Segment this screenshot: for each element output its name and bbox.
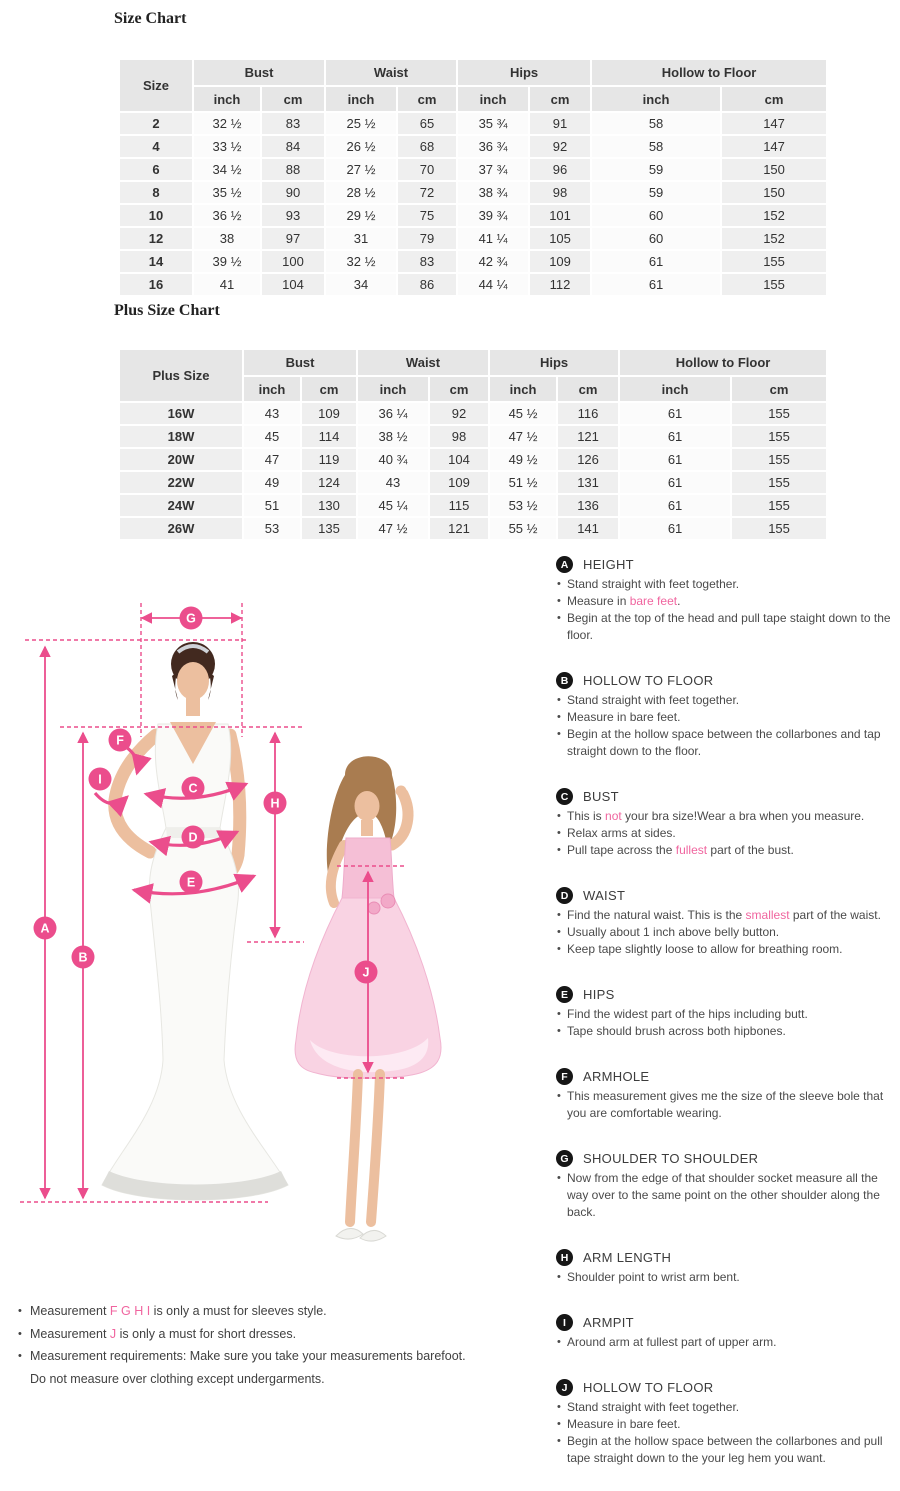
cell: 35 ½ — [194, 182, 260, 203]
table-row — [120, 472, 826, 493]
highlighted-text: not — [605, 809, 622, 823]
cell: 155 — [732, 472, 826, 493]
cell: 18W — [120, 426, 242, 447]
cell: 86 — [398, 274, 456, 295]
cell: 47 ½ — [490, 426, 556, 447]
cell: 45 ¼ — [358, 495, 428, 516]
cell: 24W — [120, 495, 242, 516]
bullet-item — [556, 842, 896, 859]
table-row — [120, 159, 826, 180]
highlighted-text: smallest — [745, 908, 790, 922]
table-row — [120, 113, 826, 134]
badge-I — [89, 768, 112, 791]
cell: 49 ½ — [490, 449, 556, 470]
bullet-item — [556, 709, 896, 726]
section-header — [556, 672, 896, 689]
bullet-item — [556, 1006, 896, 1023]
badge-H — [264, 792, 287, 815]
text: Keep tape slightly loose to allow for breathing room. — [567, 942, 843, 956]
group-header: Hips — [458, 60, 590, 85]
cell: 121 — [558, 426, 618, 447]
cell: 72 — [398, 182, 456, 203]
section-title: ARMPIT — [583, 1315, 634, 1330]
group-header: Hollow to Floor — [620, 350, 826, 375]
section-header — [556, 986, 896, 1003]
cell: 29 ½ — [326, 205, 396, 226]
cell: 147 — [722, 113, 826, 134]
first-col-header: Size — [120, 60, 192, 111]
cell: 155 — [732, 449, 826, 470]
text: Tape should brush across both hipbones. — [567, 1024, 786, 1038]
cell: 20W — [120, 449, 242, 470]
bullet-item — [556, 726, 896, 760]
measurement-diagram — [0, 552, 555, 1292]
cell: 61 — [620, 403, 730, 424]
measure-section-a — [556, 556, 896, 644]
cell: 45 ½ — [490, 403, 556, 424]
cell: 41 — [194, 274, 260, 295]
section-header — [556, 1068, 896, 1085]
text: Pull tape across the — [567, 843, 676, 857]
text: Find the widest part of the hips including butt. — [567, 1007, 808, 1021]
cell: 90 — [262, 182, 324, 203]
measure-section-i — [556, 1314, 896, 1351]
cell: 155 — [722, 274, 826, 295]
size-chart-title: Size Chart — [114, 10, 187, 27]
cell: 53 ½ — [490, 495, 556, 516]
text: Now from the edge of that shoulder socket measure all the way over to the same point on the other shoulder along the back. — [567, 1171, 880, 1219]
text: Measure in — [567, 594, 630, 608]
cell: 60 — [592, 205, 720, 226]
bullet-item — [556, 593, 896, 610]
cell: 70 — [398, 159, 456, 180]
section-header — [556, 788, 896, 805]
cell: 104 — [262, 274, 324, 295]
text: your bra size!Wear a bra when you measure. — [621, 809, 865, 823]
highlighted-text: fullest — [675, 843, 708, 857]
svg-text:E: E — [186, 875, 196, 890]
measure-section-e — [556, 986, 896, 1040]
unit-header: inch — [326, 87, 396, 111]
svg-text:D: D — [188, 830, 198, 845]
section-title: SHOULDER TO SHOULDER — [583, 1151, 759, 1166]
text: Measurement requirements: Make sure you take your measurements barefoot. — [30, 1349, 466, 1363]
wedding-dress-model-illustration — [102, 642, 288, 1200]
cell: 41 ¼ — [458, 228, 528, 249]
badge-C — [182, 777, 205, 800]
unit-header: inch — [244, 377, 300, 401]
group-header: Waist — [326, 60, 456, 85]
letter-badge: F — [556, 1068, 573, 1085]
group-header: Bust — [244, 350, 356, 375]
cell: 2 — [120, 113, 192, 134]
badge-G — [180, 607, 203, 630]
measure-section-f — [556, 1068, 896, 1122]
letter-badge: H — [556, 1249, 573, 1266]
cell: 83 — [262, 113, 324, 134]
cell: 16W — [120, 403, 242, 424]
unit-header: cm — [722, 87, 826, 111]
note-line — [14, 1323, 514, 1346]
cell: 155 — [732, 426, 826, 447]
text: Begin at the hollow space between the collarbones and pull tape straight down to the your leg hem you want. — [567, 1434, 883, 1465]
unit-header: cm — [430, 377, 488, 401]
group-header: Hollow to Floor — [592, 60, 826, 85]
letter-badge: C — [556, 788, 573, 805]
text: part of the bust. — [707, 843, 794, 857]
unit-header: inch — [490, 377, 556, 401]
cell: 135 — [302, 518, 356, 539]
cell: 10 — [120, 205, 192, 226]
badge-A — [34, 917, 57, 940]
table-row — [120, 182, 826, 203]
cell: 147 — [722, 136, 826, 157]
svg-text:B: B — [78, 950, 88, 965]
cell: 26 ½ — [326, 136, 396, 157]
cell: 14 — [120, 251, 192, 272]
measure-section-c — [556, 788, 896, 859]
cell: 6 — [120, 159, 192, 180]
cell: 61 — [620, 518, 730, 539]
section-title: ARM LENGTH — [583, 1250, 672, 1265]
unit-header: inch — [592, 87, 720, 111]
measuring-guide — [556, 556, 896, 1491]
section-title: HOLLOW TO FLOOR — [583, 673, 714, 688]
measurement-notes — [14, 1300, 514, 1390]
highlighted-text: F G H I — [109, 1304, 151, 1318]
bullet-item — [556, 692, 896, 709]
cell: 126 — [558, 449, 618, 470]
cell: 68 — [398, 136, 456, 157]
section-header — [556, 1379, 896, 1396]
section-title: HOLLOW TO FLOOR — [583, 1380, 714, 1395]
cell: 155 — [722, 251, 826, 272]
badge-F — [109, 729, 132, 752]
bullet-item — [556, 907, 896, 924]
cell: 49 — [244, 472, 300, 493]
bullet-item — [556, 1433, 896, 1467]
text: Around arm at fullest part of upper arm. — [567, 1335, 777, 1349]
cell: 40 ¾ — [358, 449, 428, 470]
letter-badge: A — [556, 556, 573, 573]
measure-section-d — [556, 887, 896, 958]
section-title: HIPS — [583, 987, 615, 1002]
cell: 155 — [732, 518, 826, 539]
unit-header: cm — [262, 87, 324, 111]
bullet-item — [556, 808, 896, 825]
cell: 8 — [120, 182, 192, 203]
cell: 155 — [732, 495, 826, 516]
cell: 60 — [592, 228, 720, 249]
cell: 38 — [194, 228, 260, 249]
plus-size-chart-title: Plus Size Chart — [114, 302, 220, 319]
bullet-item — [556, 1170, 896, 1221]
bullet-item — [556, 1088, 896, 1122]
cell: 44 ¼ — [458, 274, 528, 295]
table-row — [120, 228, 826, 249]
table-row — [120, 449, 826, 470]
section-header — [556, 1249, 896, 1266]
cell: 39 ½ — [194, 251, 260, 272]
cell: 96 — [530, 159, 590, 180]
cell: 32 ½ — [194, 113, 260, 134]
table-row — [120, 251, 826, 272]
cell: 121 — [430, 518, 488, 539]
unit-header: inch — [458, 87, 528, 111]
cell: 35 ¾ — [458, 113, 528, 134]
svg-text:F: F — [116, 733, 124, 748]
group-header: Bust — [194, 60, 324, 85]
cell: 116 — [558, 403, 618, 424]
cell: 38 ¾ — [458, 182, 528, 203]
text: Measure in bare feet. — [567, 1417, 681, 1431]
cell: 61 — [620, 426, 730, 447]
text: Usually about 1 inch above belly button. — [567, 925, 780, 939]
cell: 65 — [398, 113, 456, 134]
cell: 34 ½ — [194, 159, 260, 180]
bullet-item — [556, 1399, 896, 1416]
cell: 109 — [302, 403, 356, 424]
measure-section-b — [556, 672, 896, 760]
bullet-item — [556, 825, 896, 842]
cell: 83 — [398, 251, 456, 272]
cell: 25 ½ — [326, 113, 396, 134]
table-row — [120, 518, 826, 539]
cell: 155 — [732, 403, 826, 424]
cell: 22W — [120, 472, 242, 493]
text: Begin at the hollow space between the collarbones and tap straight down to the floor. — [567, 727, 881, 758]
section-header — [556, 1314, 896, 1331]
bullet-item — [556, 1023, 896, 1040]
cell: 34 — [326, 274, 396, 295]
cell: 88 — [262, 159, 324, 180]
bullet-item — [556, 924, 896, 941]
cell: 39 ¾ — [458, 205, 528, 226]
cell: 61 — [620, 495, 730, 516]
section-header — [556, 887, 896, 904]
text: is only a must for short dresses. — [116, 1326, 297, 1341]
cell: 79 — [398, 228, 456, 249]
cell: 37 ¾ — [458, 159, 528, 180]
cell: 36 ¼ — [358, 403, 428, 424]
cell: 43 — [358, 472, 428, 493]
group-header: Waist — [358, 350, 488, 375]
bullet-item — [556, 610, 896, 644]
svg-text:H: H — [270, 796, 280, 811]
cell: 98 — [530, 182, 590, 203]
cell: 92 — [530, 136, 590, 157]
group-header: Hips — [490, 350, 618, 375]
highlighted-text: bare feet — [629, 594, 678, 608]
letter-badge: D — [556, 887, 573, 904]
text: Stand straight with feet together. — [567, 577, 740, 591]
cell: 130 — [302, 495, 356, 516]
unit-header: cm — [558, 377, 618, 401]
letter-badge: B — [556, 672, 573, 689]
table-row — [120, 274, 826, 295]
cell: 61 — [620, 449, 730, 470]
cell: 61 — [620, 472, 730, 493]
letter-badge: E — [556, 986, 573, 1003]
cell: 124 — [302, 472, 356, 493]
text: Stand straight with feet together. — [567, 693, 740, 707]
unit-header: inch — [358, 377, 428, 401]
cell: 27 ½ — [326, 159, 396, 180]
plus-size-chart-table — [118, 348, 828, 541]
cell: 131 — [558, 472, 618, 493]
text: Stand straight with feet together. — [567, 1400, 740, 1414]
measure-section-j — [556, 1379, 896, 1467]
cell: 47 ½ — [358, 518, 428, 539]
cell: 58 — [592, 136, 720, 157]
section-title: WAIST — [583, 888, 626, 903]
unit-header: cm — [302, 377, 356, 401]
svg-text:A: A — [40, 921, 50, 936]
bullet-item — [556, 1334, 896, 1351]
letter-badge: I — [556, 1314, 573, 1331]
cell: 31 — [326, 228, 396, 249]
cell: 93 — [262, 205, 324, 226]
text: Begin at the top of the head and pull tape staight down to the floor. — [567, 611, 891, 642]
cell: 100 — [262, 251, 324, 272]
cell: 75 — [398, 205, 456, 226]
cell: 61 — [592, 251, 720, 272]
svg-text:I: I — [98, 772, 102, 787]
letter-badge: J — [556, 1379, 573, 1396]
text: This measurement gives me the size of the sleeve bole that you are comfortable wearing. — [567, 1089, 884, 1120]
cell: 58 — [592, 113, 720, 134]
section-header — [556, 556, 896, 573]
cell: 152 — [722, 205, 826, 226]
badge-E — [180, 871, 203, 894]
cell: 36 ½ — [194, 205, 260, 226]
cell: 43 — [244, 403, 300, 424]
text: Relax arms at sides. — [567, 826, 676, 840]
cell: 136 — [558, 495, 618, 516]
badge-B — [72, 946, 95, 969]
cell: 16 — [120, 274, 192, 295]
section-title: HEIGHT — [583, 557, 634, 572]
measure-section-g — [556, 1150, 896, 1221]
cell: 59 — [592, 182, 720, 203]
cell: 47 — [244, 449, 300, 470]
unit-header: cm — [398, 87, 456, 111]
cell: 97 — [262, 228, 324, 249]
cell: 101 — [530, 205, 590, 226]
text: Find the natural waist. This is the — [567, 908, 746, 922]
measure-section-h — [556, 1249, 896, 1286]
cell: 26W — [120, 518, 242, 539]
section-title: ARMHOLE — [583, 1069, 650, 1084]
text: Shoulder point to wrist arm bent. — [567, 1270, 740, 1284]
cell: 141 — [558, 518, 618, 539]
cell: 36 ¾ — [458, 136, 528, 157]
first-col-header: Plus Size — [120, 350, 242, 401]
text: is only a must for sleeves style. — [150, 1304, 327, 1318]
bullet-item — [556, 576, 896, 593]
size-chart-table — [118, 58, 828, 297]
cell: 61 — [592, 274, 720, 295]
cell: 119 — [302, 449, 356, 470]
svg-text:J: J — [362, 965, 370, 980]
bullet-item — [556, 1416, 896, 1433]
text: Measure in bare feet. — [567, 710, 681, 724]
cell: 114 — [302, 426, 356, 447]
cell: 42 ¾ — [458, 251, 528, 272]
cell: 104 — [430, 449, 488, 470]
cell: 105 — [530, 228, 590, 249]
cell: 109 — [430, 472, 488, 493]
letter-badge: G — [556, 1150, 573, 1167]
badge-J — [355, 961, 378, 984]
table-row — [120, 495, 826, 516]
text: Do not measure over clothing except undergarments. — [30, 1371, 325, 1386]
svg-text:G: G — [186, 611, 196, 626]
cell: 150 — [722, 182, 826, 203]
cell: 51 ½ — [490, 472, 556, 493]
section-header — [556, 1150, 896, 1167]
cell: 45 — [244, 426, 300, 447]
highlighted-text: J — [109, 1326, 117, 1341]
text: . — [677, 594, 681, 608]
bullet-item — [556, 1269, 896, 1286]
cell: 98 — [430, 426, 488, 447]
unit-header: inch — [194, 87, 260, 111]
cell: 112 — [530, 274, 590, 295]
note-line — [14, 1345, 514, 1368]
cell: 12 — [120, 228, 192, 249]
cell: 150 — [722, 159, 826, 180]
cell: 53 — [244, 518, 300, 539]
text: Measurement — [30, 1304, 110, 1318]
cell: 152 — [722, 228, 826, 249]
cell: 115 — [430, 495, 488, 516]
table-row — [120, 403, 826, 424]
note-line — [14, 1368, 514, 1391]
cell: 51 — [244, 495, 300, 516]
cell: 109 — [530, 251, 590, 272]
cell: 4 — [120, 136, 192, 157]
cell: 38 ½ — [358, 426, 428, 447]
cell: 91 — [530, 113, 590, 134]
cell: 84 — [262, 136, 324, 157]
cell: 28 ½ — [326, 182, 396, 203]
table-row — [120, 205, 826, 226]
text: Measurement — [30, 1326, 110, 1341]
badge-D — [182, 826, 205, 849]
cell: 59 — [592, 159, 720, 180]
bullet-item — [556, 941, 896, 958]
cell: 92 — [430, 403, 488, 424]
table-row — [120, 426, 826, 447]
text: This is — [567, 809, 606, 823]
unit-header: inch — [620, 377, 730, 401]
cell: 33 ½ — [194, 136, 260, 157]
table-row — [120, 136, 826, 157]
svg-text:C: C — [188, 781, 198, 796]
text: part of the waist. — [789, 908, 881, 922]
cell: 55 ½ — [490, 518, 556, 539]
unit-header: cm — [732, 377, 826, 401]
cell: 32 ½ — [326, 251, 396, 272]
unit-header: cm — [530, 87, 590, 111]
note-line — [14, 1300, 514, 1323]
section-title: BUST — [583, 789, 619, 804]
